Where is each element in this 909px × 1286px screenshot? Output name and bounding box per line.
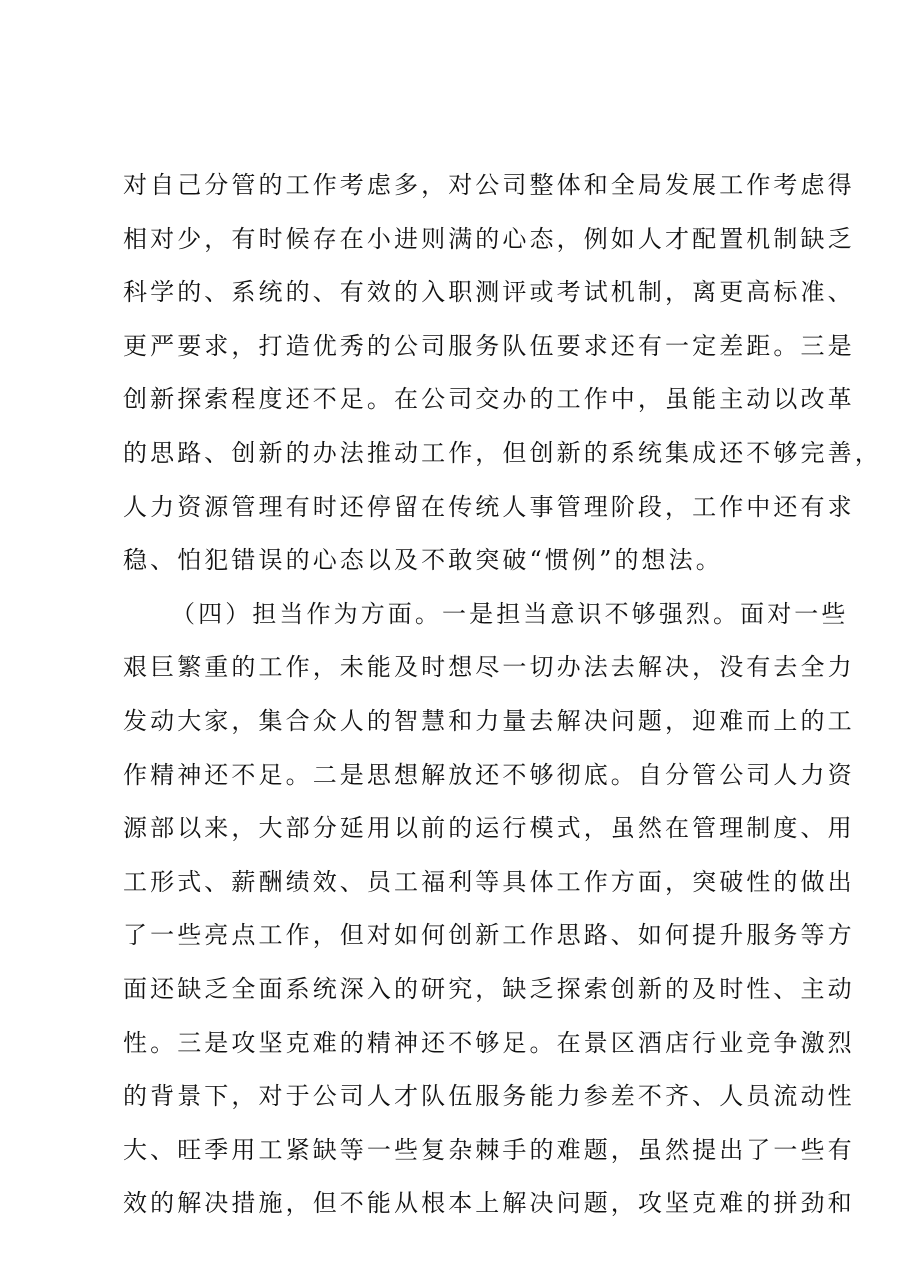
text-line: 大、旺季用工紧缺等一些复杂棘手的难题，虽然提出了一些有 xyxy=(123,1135,855,1164)
text-line: 的思路、创新的办法推动工作，但创新的系统集成还不够完善， xyxy=(123,438,882,467)
text-line: 稳、怕犯错误的心态以及不敢突破“惯例”的想法。 xyxy=(123,546,723,575)
text-line: 源部以来，大部分延用以前的运行模式，虽然在管理制度、用 xyxy=(123,814,855,843)
text-line: 对自己分管的工作考虑多，对公司整体和全局发展工作考虑得 xyxy=(123,171,855,199)
text-line: 发动大家，集合众人的智慧和力量去解决问题，迎难而上的工 xyxy=(123,706,855,735)
text-line: 艰巨繁重的工作，未能及时想尽一切办法去解决，没有去全力 xyxy=(123,653,855,682)
text-line: 相对少，有时候存在小进则满的心态，例如人才配置机制缺乏 xyxy=(123,224,855,253)
text-line: 了一些亮点工作，但对如何创新工作思路、如何提升服务等方 xyxy=(123,921,855,950)
text-line: 作精神还不足。二是思想解放还不够彻底。自分管公司人力资 xyxy=(123,760,855,789)
text-line: 的背景下，对于公司人才队伍服务能力参差不齐、人员流动性 xyxy=(123,1082,855,1111)
text-line: 面还缺乏全面系统深入的研究，缺乏探索创新的及时性、主动 xyxy=(123,974,855,1003)
text-line: 效的解决措施，但不能从根本上解决问题，攻坚克难的拼劲和 xyxy=(123,1189,855,1218)
text-line: 工形式、薪酬绩效、员工福利等具体工作方面，突破性的做出 xyxy=(123,867,855,896)
body-text xyxy=(123,159,882,1231)
text-line: 创新探索程度还不足。在公司交办的工作中，虽能主动以改革 xyxy=(123,385,855,414)
text-line: 科学的、系统的、有效的入职测评或考试机制，离更高标准、 xyxy=(123,278,855,307)
text-line: 更严要求，打造优秀的公司服务队伍要求还有一定差距。三是 xyxy=(123,331,855,360)
text-line: 人力资源管理有时还停留在传统人事管理阶段，工作中还有求 xyxy=(123,492,855,521)
paragraph-heading-line: （四）担当作为方面。一是担当意识不够强烈。面对一些 xyxy=(171,599,849,628)
text-line: 性。三是攻坚克难的精神还不够足。在景区酒店行业竞争激烈 xyxy=(123,1028,855,1057)
